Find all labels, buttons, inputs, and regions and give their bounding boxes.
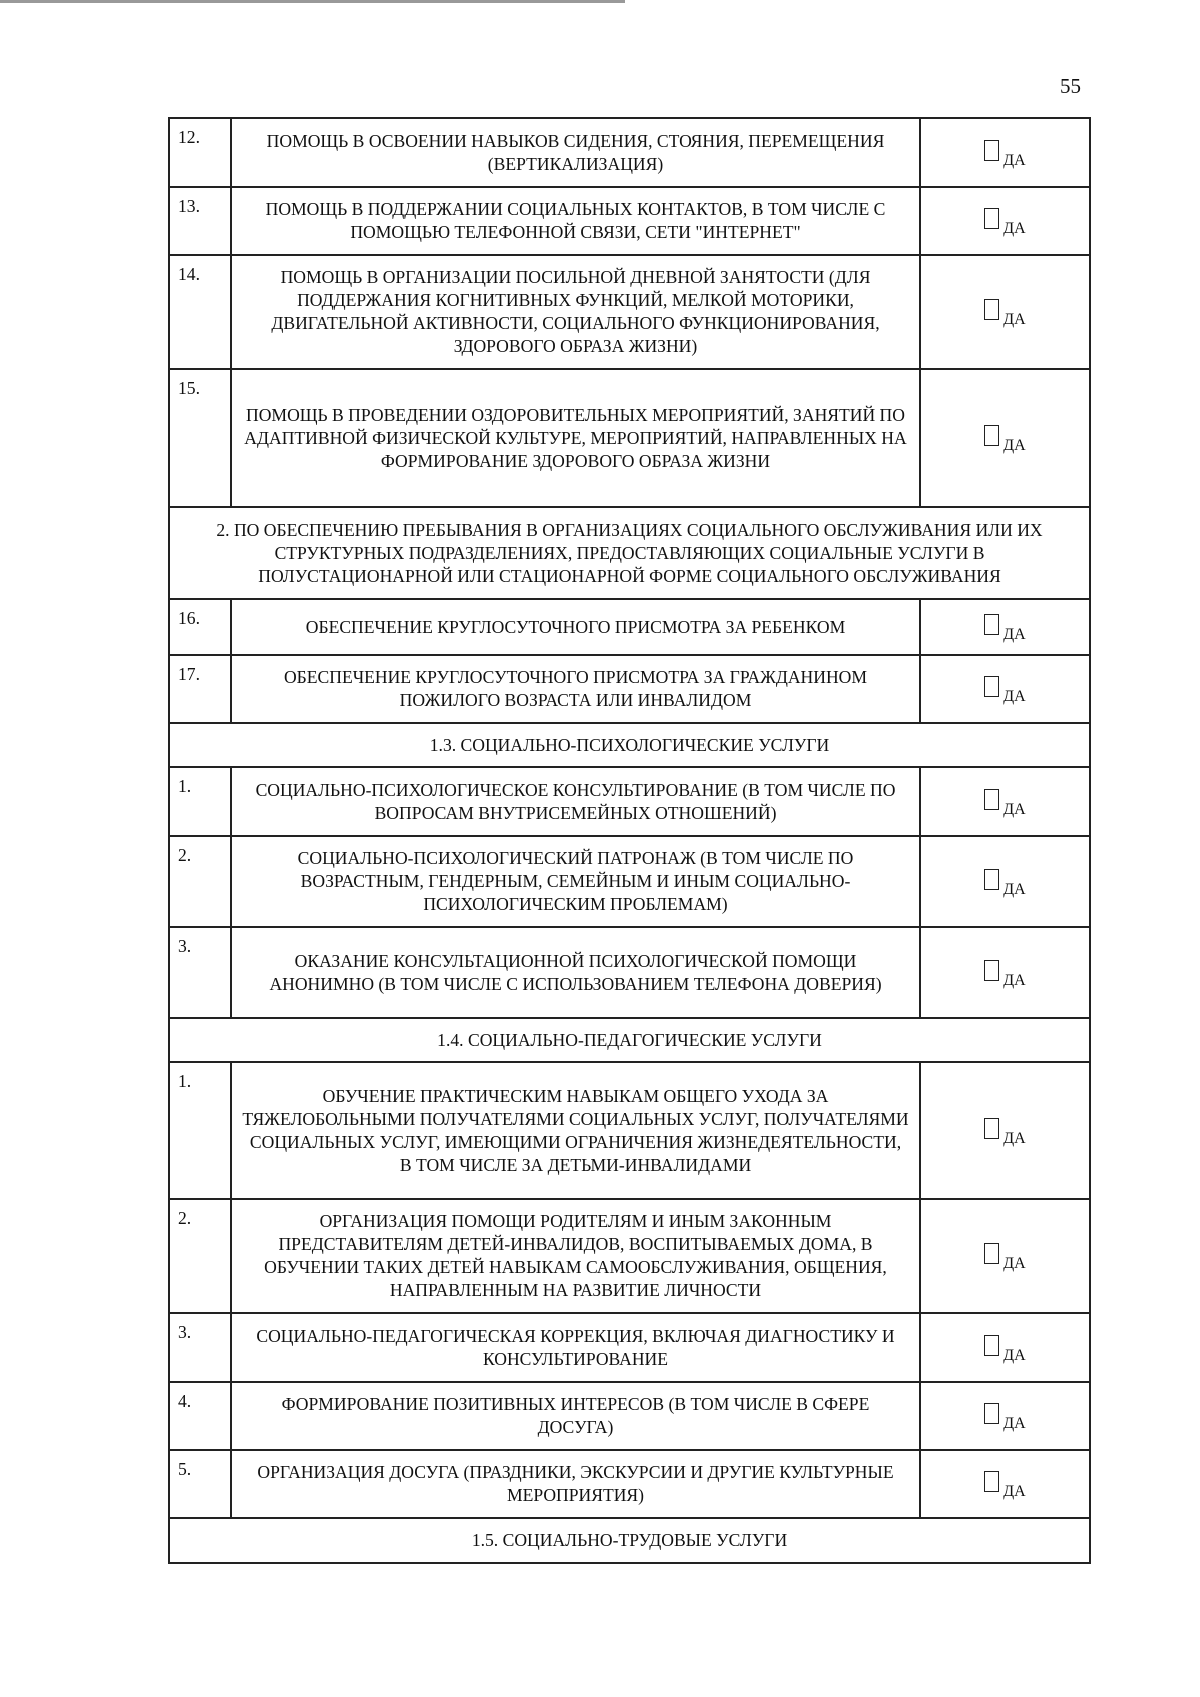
- table-row: [169, 187, 1090, 255]
- row-number: 16.: [169, 599, 231, 655]
- checkbox-icon[interactable]: [984, 614, 999, 635]
- service-text: ОБЕСПЕЧЕНИЕ КРУГЛОСУТОЧНОГО ПРИСМОТРА ЗА ГРАЖДАНИНОМ ПОЖИЛОГО ВОЗРАСТА ИЛИ ИНВАЛИДОМ: [231, 655, 920, 723]
- table-row: [169, 1382, 1090, 1450]
- service-text: СОЦИАЛЬНО-ПСИХОЛОГИЧЕСКИЙ ПАТРОНАЖ (В ТОМ ЧИСЛЕ ПО ВОЗРАСТНЫМ, ГЕНДЕРНЫМ, СЕМЕЙНЫМ И ИНЫМ СОЦИАЛЬНО-ПСИХОЛОГИЧЕСКИМ ПРОБЛЕМАМ): [231, 836, 920, 927]
- row-number: 14.: [169, 255, 231, 369]
- checkbox-label: ДА: [1003, 1129, 1026, 1147]
- section-row: [169, 1018, 1090, 1062]
- yes-checkbox-cell[interactable]: [920, 655, 1090, 723]
- scan-edge-line: [0, 0, 625, 3]
- page-number: 55: [1060, 74, 1081, 98]
- checkbox-label: ДА: [1003, 1346, 1026, 1364]
- checkbox-icon[interactable]: [984, 869, 999, 890]
- checkbox-icon[interactable]: [984, 140, 999, 161]
- table-row: [169, 767, 1090, 836]
- section-row: [169, 1518, 1090, 1563]
- row-number: 17.: [169, 655, 231, 723]
- checkbox-label: ДА: [1003, 1483, 1026, 1500]
- service-text: ОРГАНИЗАЦИЯ ДОСУГА (ПРАЗДНИКИ, ЭКСКУРСИИ И ДРУГИЕ КУЛЬТУРНЫЕ МЕРОПРИЯТИЯ): [231, 1450, 920, 1518]
- row-number: 12.: [169, 118, 231, 187]
- checkbox-icon[interactable]: [984, 299, 999, 320]
- service-text: ПОМОЩЬ В ПОДДЕРЖАНИИ СОЦИАЛЬНЫХ КОНТАКТОВ, В ТОМ ЧИСЛЕ С ПОМОЩЬЮ ТЕЛЕФОННОЙ СВЯЗИ, СЕТИ "ИНТЕРНЕТ": [231, 187, 920, 255]
- section-row: [169, 723, 1090, 767]
- service-text: ПОМОЩЬ В ПРОВЕДЕНИИ ОЗДОРОВИТЕЛЬНЫХ МЕРОПРИЯТИЙ, ЗАНЯТИЙ ПО АДАПТИВНОЙ ФИЗИЧЕСКОЙ КУЛЬТУРЕ, МЕРОПРИЯТИЙ, НАПРАВЛЕННЫХ НА ФОРМИРОВАНИЕ ЗДОРОВОГО ОБРАЗА ЖИЗНИ: [231, 369, 920, 507]
- row-number: 4.: [169, 1382, 231, 1450]
- row-number: 1.: [169, 767, 231, 836]
- row-number: 2.: [169, 836, 231, 927]
- table-row: [169, 836, 1090, 927]
- section-heading: 1.4. СОЦИАЛЬНО-ПЕДАГОГИЧЕСКИЕ УСЛУГИ: [169, 1018, 1090, 1062]
- yes-checkbox-cell[interactable]: [920, 255, 1090, 369]
- yes-checkbox-cell[interactable]: [920, 1382, 1090, 1450]
- service-text: ОБЕСПЕЧЕНИЕ КРУГЛОСУТОЧНОГО ПРИСМОТРА ЗА РЕБЕНКОМ: [231, 599, 920, 655]
- yes-checkbox-cell[interactable]: [920, 1199, 1090, 1313]
- checkbox-icon[interactable]: [984, 425, 999, 446]
- service-text: СОЦИАЛЬНО-ПЕДАГОГИЧЕСКАЯ КОРРЕКЦИЯ, ВКЛЮЧАЯ ДИАГНОСТИКУ И КОНСУЛЬТИРОВАНИЕ: [231, 1313, 920, 1382]
- checkbox-icon[interactable]: [984, 1403, 999, 1424]
- checkbox-label: ДА: [1003, 800, 1026, 818]
- yes-checkbox-cell[interactable]: [920, 599, 1090, 655]
- checkbox-label: ДА: [1003, 688, 1026, 705]
- checkbox-label: ДА: [1003, 220, 1026, 237]
- row-number: 13.: [169, 187, 231, 255]
- yes-checkbox-cell[interactable]: [920, 118, 1090, 187]
- table-row: [169, 927, 1090, 1018]
- table-row: [169, 1062, 1090, 1199]
- table-row: [169, 369, 1090, 507]
- checkbox-icon[interactable]: [984, 789, 999, 810]
- checkbox-icon[interactable]: [984, 960, 999, 981]
- checkbox-label: ДА: [1003, 971, 1026, 989]
- table-row: [169, 118, 1090, 187]
- service-text: ОКАЗАНИЕ КОНСУЛЬТАЦИОННОЙ ПСИХОЛОГИЧЕСКОЙ ПОМОЩИ АНОНИМНО (В ТОМ ЧИСЛЕ С ИСПОЛЬЗОВАНИЕМ ТЕЛЕФОНА ДОВЕРИЯ): [231, 927, 920, 1018]
- checkbox-icon[interactable]: [984, 208, 999, 229]
- row-number: 5.: [169, 1450, 231, 1518]
- yes-checkbox-cell[interactable]: [920, 1450, 1090, 1518]
- yes-checkbox-cell[interactable]: [920, 187, 1090, 255]
- yes-checkbox-cell[interactable]: [920, 369, 1090, 507]
- checkbox-icon[interactable]: [984, 1243, 999, 1264]
- checkbox-label: ДА: [1003, 311, 1026, 328]
- section-heading: 2. ПО ОБЕСПЕЧЕНИЮ ПРЕБЫВАНИЯ В ОРГАНИЗАЦИЯХ СОЦИАЛЬНОГО ОБСЛУЖИВАНИЯ ИЛИ ИХ СТРУКТУРНЫХ ПОДРАЗДЕЛЕНИЯХ, ПРЕДОСТАВЛЯЮЩИХ СОЦИАЛЬНЫЕ УСЛУГИ В ПОЛУСТАЦИОНАРНОЙ ИЛИ СТАЦИОНАРНОЙ ФОРМЕ СОЦИАЛЬНОГО ОБСЛУЖИВАНИЯ: [169, 507, 1090, 599]
- service-text: ФОРМИРОВАНИЕ ПОЗИТИВНЫХ ИНТЕРЕСОВ (В ТОМ ЧИСЛЕ В СФЕРЕ ДОСУГА): [231, 1382, 920, 1450]
- checkbox-label: ДА: [1003, 151, 1026, 169]
- yes-checkbox-cell[interactable]: [920, 836, 1090, 927]
- checkbox-label: ДА: [1003, 626, 1026, 643]
- service-text: ПОМОЩЬ В ОСВОЕНИИ НАВЫКОВ СИДЕНИЯ, СТОЯНИЯ, ПЕРЕМЕЩЕНИЯ (ВЕРТИКАЛИЗАЦИЯ): [231, 118, 920, 187]
- checkbox-label: ДА: [1003, 1415, 1026, 1432]
- checkbox-icon[interactable]: [984, 676, 999, 697]
- section-heading: 1.3. СОЦИАЛЬНО-ПСИХОЛОГИЧЕСКИЕ УСЛУГИ: [169, 723, 1090, 767]
- service-text: ОРГАНИЗАЦИЯ ПОМОЩИ РОДИТЕЛЯМ И ИНЫМ ЗАКОННЫМ ПРЕДСТАВИТЕЛЯМ ДЕТЕЙ-ИНВАЛИДОВ, ВОСПИТЫВАЕМЫХ ДОМА, В ОБУЧЕНИИ ТАКИХ ДЕТЕЙ НАВЫКАМ САМООБСЛУЖИВАНИЯ, ОБЩЕНИЯ, НАПРАВЛЕННЫМ НА РАЗВИТИЕ ЛИЧНОСТИ: [231, 1199, 920, 1313]
- table-row: [169, 255, 1090, 369]
- row-number: 15.: [169, 369, 231, 507]
- checkbox-icon[interactable]: [984, 1118, 999, 1139]
- checkbox-label: ДА: [1003, 880, 1026, 898]
- row-number: 3.: [169, 1313, 231, 1382]
- yes-checkbox-cell[interactable]: [920, 767, 1090, 836]
- yes-checkbox-cell[interactable]: [920, 1313, 1090, 1382]
- table-row: [169, 655, 1090, 723]
- services-table: [168, 117, 1091, 1564]
- row-number: 3.: [169, 927, 231, 1018]
- row-number: 2.: [169, 1199, 231, 1313]
- checkbox-icon[interactable]: [984, 1335, 999, 1356]
- table-row: [169, 599, 1090, 655]
- checkbox-icon[interactable]: [984, 1471, 999, 1492]
- table-row: [169, 1313, 1090, 1382]
- checkbox-label: ДА: [1003, 437, 1026, 454]
- yes-checkbox-cell[interactable]: [920, 1062, 1090, 1199]
- yes-checkbox-cell[interactable]: [920, 927, 1090, 1018]
- section-row: [169, 507, 1090, 599]
- table-row: [169, 1450, 1090, 1518]
- section-heading: 1.5. СОЦИАЛЬНО-ТРУДОВЫЕ УСЛУГИ: [169, 1518, 1090, 1563]
- service-text: ПОМОЩЬ В ОРГАНИЗАЦИИ ПОСИЛЬНОЙ ДНЕВНОЙ ЗАНЯТОСТИ (ДЛЯ ПОДДЕРЖАНИЯ КОГНИТИВНЫХ ФУНКЦИЙ, МЕЛКОЙ МОТОРИКИ, ДВИГАТЕЛЬНОЙ АКТИВНОСТИ, СОЦИАЛЬНОГО ФУНКЦИОНИРОВАНИЯ, ЗДОРОВОГО ОБРАЗА ЖИЗНИ): [231, 255, 920, 369]
- service-text: ОБУЧЕНИЕ ПРАКТИЧЕСКИМ НАВЫКАМ ОБЩЕГО УХОДА ЗА ТЯЖЕЛОБОЛЬНЫМИ ПОЛУЧАТЕЛЯМИ СОЦИАЛЬНЫХ УСЛУГ, ПОЛУЧАТЕЛЯМИ СОЦИАЛЬНЫХ УСЛУГ, ИМЕЮЩИМИ ОГРАНИЧЕНИЯ ЖИЗНЕДЕЯТЕЛЬНОСТИ, В ТОМ ЧИСЛЕ ЗА ДЕТЬМИ-ИНВАЛИДАМИ: [231, 1062, 920, 1199]
- service-text: СОЦИАЛЬНО-ПСИХОЛОГИЧЕСКОЕ КОНСУЛЬТИРОВАНИЕ (В ТОМ ЧИСЛЕ ПО ВОПРОСАМ ВНУТРИСЕМЕЙНЫХ ОТНОШЕНИЙ): [231, 767, 920, 836]
- table-row: [169, 1199, 1090, 1313]
- checkbox-label: ДА: [1003, 1255, 1026, 1272]
- row-number: 1.: [169, 1062, 231, 1199]
